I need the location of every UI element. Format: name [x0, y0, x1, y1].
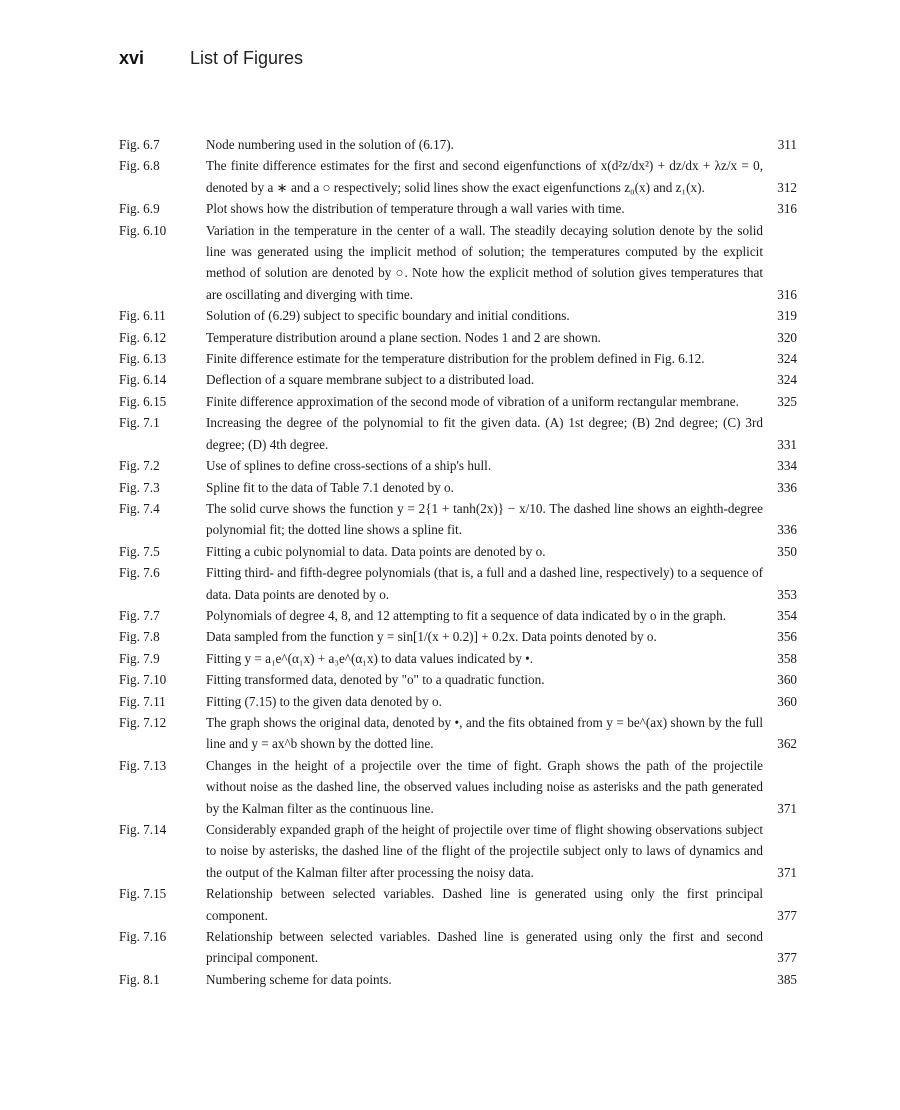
figure-entry — [119, 819, 799, 883]
figure-label: Fig. 7.15 — [119, 886, 167, 902]
figure-page-number: 358 — [777, 650, 797, 666]
figure-page-number: 377 — [777, 907, 797, 923]
figure-entry — [119, 198, 799, 219]
figure-page-number: 377 — [777, 950, 797, 966]
figure-entry — [119, 134, 799, 155]
figure-page-number: 324 — [777, 372, 797, 388]
figure-page-number: 353 — [777, 586, 797, 602]
figure-caption: Data sampled from the function y = sin[1/(x + 0.2)] + 0.2x. Data points denoted by o. — [206, 629, 657, 645]
figure-entry — [119, 691, 799, 712]
figure-page-number: 356 — [777, 629, 797, 645]
figure-caption: Increasing the degree of the polynomial to fit the given data. (A) 1st degree; (B) 2nd degree; (C) 3rd degree; (D) 4th degree. — [206, 415, 763, 452]
figure-label: Fig. 7.3 — [119, 479, 160, 495]
figure-page-number: 331 — [777, 436, 797, 452]
figure-caption: The graph shows the original data, denoted by •, and the fits obtained from y = be^(ax) shown by the full line and y = ax^b shown by the dotted line. — [206, 714, 763, 752]
figure-caption: Solution of (6.29) subject to specific boundary and initial conditions. — [206, 308, 570, 324]
page-number: xvi — [119, 48, 145, 68]
figure-label: Fig. 7.11 — [119, 693, 166, 709]
figure-label: Fig. 6.14 — [119, 372, 167, 388]
figure-entry — [119, 541, 799, 562]
figure-label: Fig. 7.14 — [119, 822, 167, 837]
figure-page-number: 311 — [777, 137, 797, 152]
figure-entry — [119, 327, 799, 348]
figure-entry — [119, 883, 799, 926]
figure-label: Fig. 7.9 — [119, 650, 160, 666]
figure-entry — [119, 220, 799, 306]
figure-label: Fig. 7.7 — [119, 607, 160, 623]
figure-entry — [119, 926, 799, 969]
figure-page-number: 316 — [777, 201, 797, 217]
figure-entry — [119, 605, 799, 626]
figure-caption: Considerably expanded graph of the height of projectile over time of flight showing observations subject to noise by asterisks, the dashed line of the flight of the projectile subject only to laws of dynamics and the output of the Kalman filter after processing the noisy data. — [206, 822, 763, 880]
figure-label: Fig. 6.8 — [119, 158, 160, 174]
figure-caption: Polynomials of degree 4, 8, and 12 attempting to fit a sequence of data indicated by o in the graph. — [206, 607, 727, 623]
figure-page-number: 371 — [777, 800, 797, 816]
figure-page-number: 316 — [777, 286, 797, 302]
figure-page-number: 350 — [777, 543, 797, 559]
figure-caption: Fitting (7.15) to the given data denoted by o. — [206, 693, 442, 709]
figure-entry — [119, 477, 799, 498]
figure-label: Fig. 7.10 — [119, 672, 167, 688]
figure-caption: Fitting transformed data, denoted by "o" to a quadratic function. — [206, 672, 545, 688]
figure-entry — [119, 562, 799, 605]
figure-caption: Temperature distribution around a plane section. Nodes 1 and 2 are shown. — [206, 329, 601, 345]
figure-label: Fig. 7.12 — [119, 714, 167, 730]
figure-label: Fig. 7.2 — [119, 458, 160, 474]
figure-label: Fig. 6.10 — [119, 222, 167, 238]
figure-label: Fig. 7.8 — [119, 629, 160, 645]
figure-entry — [119, 648, 799, 669]
figure-caption: Fitting third- and fifth-degree polynomials (that is, a full and a dashed line, respectively) to a sequence of data. Data points are denoted by o. — [206, 565, 763, 602]
running-title: List of Figures — [190, 48, 304, 68]
figure-caption: Fitting y = a₁e^(α₁x) + a₃e^(α₁x) to data values indicated by •. — [206, 650, 534, 666]
figure-entry — [119, 755, 799, 819]
figure-caption: Finite difference approximation of the second mode of vibration of a uniform rectangular membrane. — [206, 393, 739, 409]
figure-page-number: 334 — [777, 458, 797, 474]
figure-entry — [119, 669, 799, 690]
figure-entry — [119, 369, 799, 390]
figure-entry — [119, 155, 799, 198]
figure-caption: Changes in the height of a projectile over the time of fight. Graph shows the path of the projectile without noise as the dashed line, the observed values including noise as asterisks and the path generated by the Kalman filter as the continuous line. — [206, 757, 763, 816]
figure-caption: Spline fit to the data of Table 7.1 denoted by o. — [206, 479, 454, 495]
figure-page-number: 360 — [777, 672, 797, 688]
figure-page-number: 319 — [777, 308, 797, 324]
figure-page-number: 362 — [777, 736, 797, 752]
figure-caption: Plot shows how the distribution of temperature through a wall varies with time. — [206, 201, 625, 217]
figure-caption: Finite difference estimate for the temperature distribution for the problem defined in Fig. 6.12. — [206, 351, 705, 367]
figure-label: Fig. 6.13 — [119, 351, 167, 367]
figure-caption: Variation in the temperature in the center of a wall. The steadily decaying solution denote by the solid line was generated using the implicit method of solution; the temperatures computed by the explicit method of solution are denoted by ○. Note how the explicit method of solution gives temperatures that are oscillating and diverging with time. — [206, 222, 763, 302]
figure-label: Fig. 7.6 — [119, 565, 160, 581]
figure-page-number: 325 — [777, 393, 797, 409]
figure-page-number: 360 — [777, 693, 797, 709]
figure-page-number: 371 — [777, 864, 797, 880]
list-of-figures — [119, 134, 799, 990]
figure-label: Fig. 6.15 — [119, 393, 167, 409]
figure-caption: Numbering scheme for data points. — [206, 971, 392, 987]
figure-label: Fig. 6.7 — [119, 137, 160, 152]
figure-entry — [119, 348, 799, 369]
figure-page-number: 336 — [777, 479, 797, 495]
figure-label: Fig. 8.1 — [119, 971, 160, 987]
figure-entry — [119, 969, 799, 990]
figure-caption: Fitting a cubic polynomial to data. Data points are denoted by o. — [206, 543, 546, 559]
figure-entry — [119, 626, 799, 647]
figure-page-number: 324 — [777, 351, 797, 367]
figure-label: Fig. 7.4 — [119, 500, 160, 516]
figure-label: Fig. 6.11 — [119, 308, 166, 324]
figure-label: Fig. 6.12 — [119, 329, 167, 345]
figure-page-number: 385 — [777, 971, 797, 987]
figure-entry — [119, 455, 799, 476]
figure-label: Fig. 6.9 — [119, 201, 160, 217]
figure-caption: Relationship between selected variables. Dashed line is generated using only the first principal component. — [206, 886, 763, 923]
figure-caption: Use of splines to define cross-sections of a ship's hull. — [206, 458, 492, 474]
figure-label: Fig. 7.1 — [119, 415, 160, 431]
figure-caption: Deflection of a square membrane subject to a distributed load. — [206, 372, 535, 388]
figure-page-number: 354 — [777, 607, 797, 623]
figure-caption: The solid curve shows the function y = 2{1 + tanh(2x)} − x/10. The dashed line shows an eighth-degree polynomial fit; the dotted line shows a spline fit. — [206, 500, 763, 538]
figure-caption: Relationship between selected variables. Dashed line is generated using only the first and second principal component. — [206, 929, 763, 966]
figure-page-number: 336 — [777, 522, 797, 538]
figure-page-number: 320 — [777, 329, 797, 345]
figure-entry — [119, 391, 799, 412]
figure-entry — [119, 498, 799, 541]
figure-label: Fig. 7.16 — [119, 929, 167, 945]
figure-entry — [119, 712, 799, 755]
figure-label: Fig. 7.13 — [119, 757, 167, 773]
figure-caption: The finite difference estimates for the first and second eigenfunctions of x(d²z/dx²) + dz/dx + λz/x = 0, denoted by a ∗ and a ○ respectively; solid lines show the exact eigenfunctions z₀(x) and z₁(x). — [206, 158, 763, 195]
figure-entry — [119, 305, 799, 326]
figure-caption: Node numbering used in the solution of (6.17). — [206, 137, 454, 152]
figure-label: Fig. 7.5 — [119, 543, 160, 559]
figure-page-number: 312 — [777, 179, 797, 195]
figure-entry — [119, 412, 799, 455]
